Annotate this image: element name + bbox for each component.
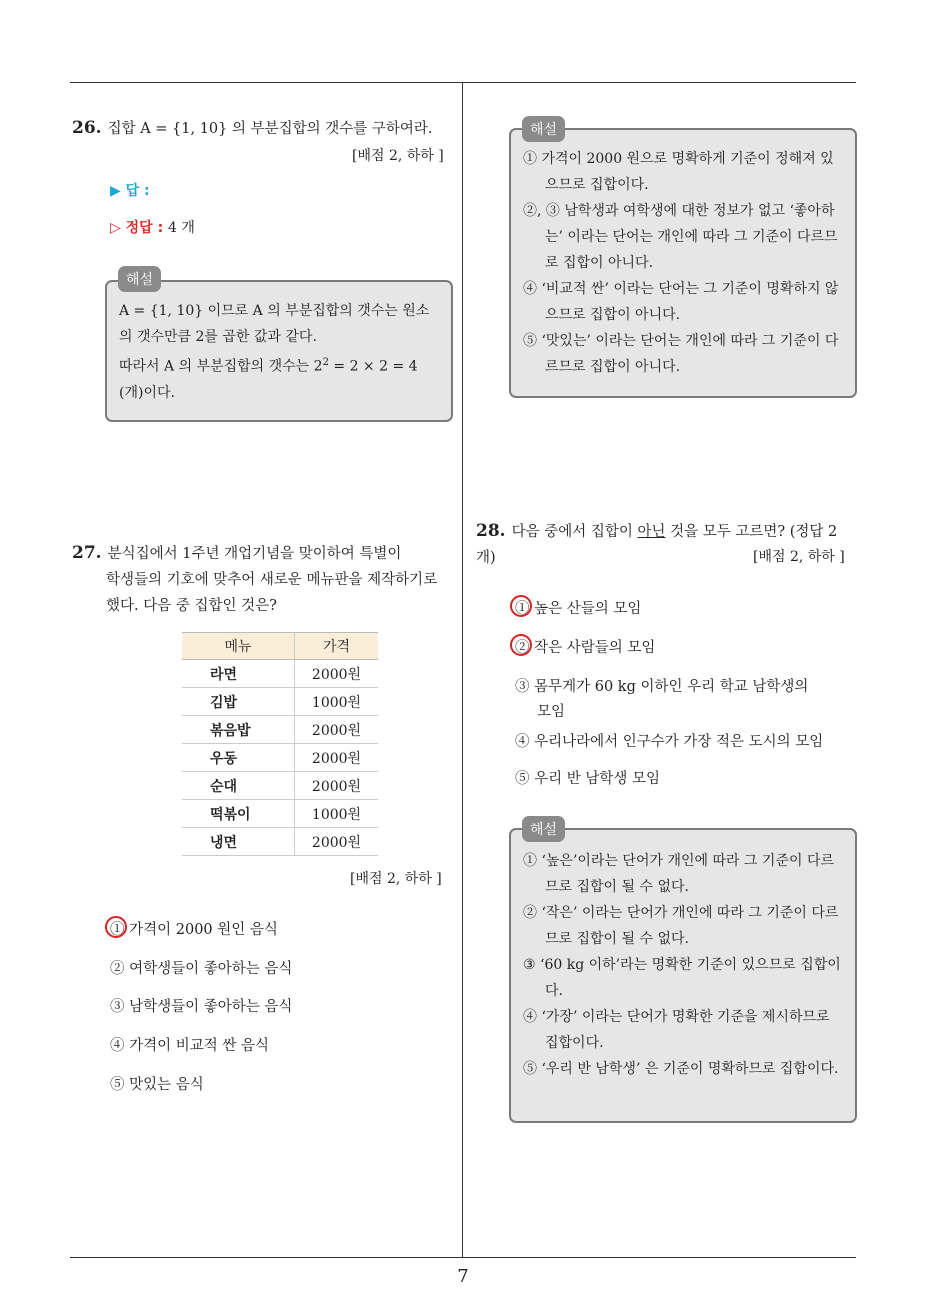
explanation-item: ②, ③ 남학생과 여학생에 대한 정보가 없고 ‘좋아하는’ 이라는 단어는 개인에 따라 그 기준이 다르므로 집합이 아니다. (523, 203, 838, 271)
bottom-rule (70, 1257, 856, 1258)
score-label: [배점 2, 하하 ] (352, 148, 444, 164)
explanation-item: ④ ‘비교적 싼’ 이라는 단어는 그 기준이 명확하지 않으므로 집합이 아니다. (523, 281, 839, 323)
header-menu: 메뉴 (182, 633, 295, 660)
answer-circle-mark (105, 916, 127, 938)
explanation-item: ① ‘높은’이라는 단어가 개인에 따라 그 기준이 다르므로 집합이 될 수 없다. (523, 853, 835, 895)
explanation-box-28 (509, 828, 857, 1123)
option-1[interactable]: ① 높은 산들의 모임 (515, 597, 641, 618)
option-3[interactable]: ③ 남학생들이 좋아하는 음식 (110, 999, 293, 1015)
answer-prompt: ▶ 답 : (110, 183, 150, 199)
correct-label: ▷ 정답 : (110, 220, 164, 236)
option-2[interactable]: ② 작은 사람들의 모임 (515, 636, 655, 657)
underlined-word: 아닌 (637, 524, 666, 540)
option-4[interactable]: ④ 우리나라에서 인구수가 가장 적은 도시의 모임 (515, 734, 824, 750)
question-text-line: 학생들의 기호에 맞추어 새로운 메뉴판을 제작하기로 (106, 572, 438, 588)
option-5[interactable]: ⑤ 맛있는 음식 (110, 1077, 204, 1093)
question-text-line: 분식집에서 1주년 개업기념을 맞이하여 특별이 (107, 546, 402, 562)
score-label: [배점 2, 하하 ] (753, 549, 845, 565)
question-text-line: 했다. 다음 중 집합인 것은? (106, 598, 277, 614)
answer-circle-mark (510, 595, 532, 617)
correct-answer (110, 217, 195, 237)
explanation-tag: 해설 (522, 116, 565, 142)
table-row: 냉면 2000원 (182, 828, 378, 856)
explanation-item: ① 가격이 2000 원으로 명확하게 기준이 정해져 있으므로 집합이다. (523, 151, 834, 193)
explanation-item: ③ ‘60 kg 이하’라는 명확한 기준이 있으므로 집합이다. (523, 957, 841, 999)
explanation-line: 따라서 A 의 부분집합의 갯수는 $2^2 = 2 \times 2 = 4$ (개)이다. (119, 357, 418, 401)
column-divider (462, 82, 463, 1257)
question-26 (72, 115, 457, 142)
question-number: 27. (72, 543, 102, 563)
question-number: 28. (476, 521, 506, 541)
table-header (182, 633, 378, 660)
answer-circle-mark (510, 634, 532, 656)
explanation-tag: 해설 (522, 816, 565, 842)
explanation-box-27 (509, 128, 857, 398)
score-label: [배점 2, 하하 ] (350, 871, 442, 887)
explanation-item: ② ‘작은’ 이라는 단어가 개인에 따라 그 기준이 다르므로 집합이 될 수 없다. (523, 905, 839, 947)
option-5[interactable]: ⑤ 우리 반 남학생 모임 (515, 771, 660, 787)
page-number: 7 (457, 1266, 469, 1287)
explanation-item: ④ ‘가장’ 이라는 단어가 명확한 기준을 제시하므로 집합이다. (523, 1009, 830, 1051)
table-row: 순대 2000원 (182, 772, 378, 800)
option-2[interactable]: ② 여학생들이 좋아하는 음식 (110, 961, 293, 977)
option-3-continued: 모임 (537, 704, 566, 720)
header-price: 가격 (295, 633, 379, 660)
question-28: 28. 다음 중에서 집합이 아닌 것을 모두 고르면? (정답 2 개) (476, 521, 838, 566)
explanation-line: A = {1, 10} 이므로 A 의 부분집합의 갯수는 원소의 갯수만큼 2를 곱한 값과 같다. (119, 303, 430, 345)
question-text: 집합 A = {1, 10} 의 부분집합의 갯수를 구하여라. (107, 121, 433, 137)
option-3[interactable]: ③ 몸무게가 60 kg 이하인 우리 학교 남학생의 (515, 679, 809, 695)
option-1[interactable]: ① 가격이 2000 원인 음식 (110, 918, 278, 939)
top-rule (70, 82, 856, 83)
explanation-item: ⑤ ‘맛있는’ 이라는 단어는 개인에 따라 그 기준이 다르므로 집합이 아니다. (523, 333, 839, 375)
explanation-tag: 해설 (118, 266, 161, 292)
menu-table (182, 632, 378, 856)
option-4[interactable]: ④ 가격이 비교적 싼 음식 (110, 1038, 269, 1054)
table-row: 라면 2000원 (182, 660, 378, 688)
question-number: 26. (72, 118, 102, 138)
table-row: 김밥 1000원 (182, 688, 378, 716)
table-row: 떡볶이 1000원 (182, 800, 378, 828)
correct-value: 4 개 (168, 220, 195, 236)
question-27 (72, 540, 457, 619)
table-row: 볶음밥 2000원 (182, 716, 378, 744)
explanation-item: ⑤ ‘우리 반 남학생’ 은 기준이 명확하므로 집합이다. (523, 1061, 839, 1077)
table-row: 우동 2000원 (182, 744, 378, 772)
explanation-box-26 (105, 280, 453, 422)
